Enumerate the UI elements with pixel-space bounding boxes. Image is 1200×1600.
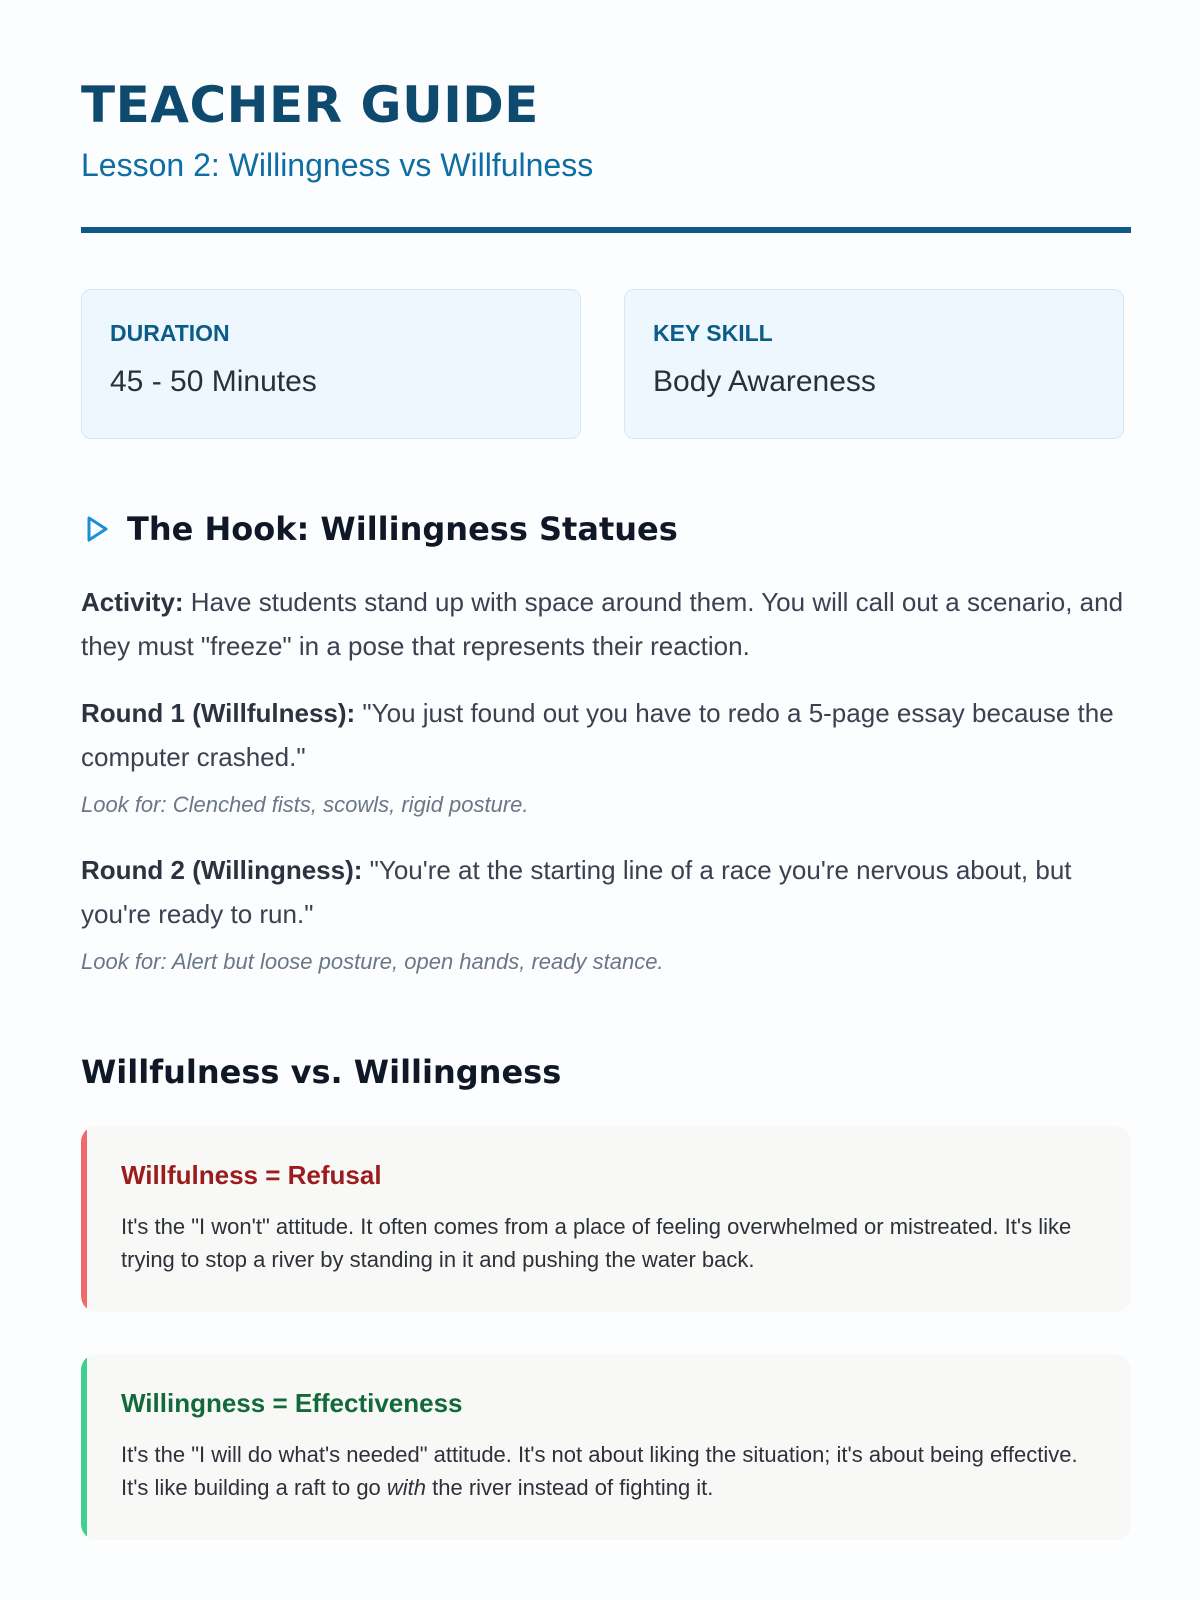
willingness-body-emphasis: with [386, 1475, 427, 1500]
activity-text: Have students stand up with space around them. You will call out a scenario, and they must "freeze" in a pose that represents their reaction. [81, 587, 1124, 661]
willfulness-card-body: It's the "I won't" attitude. It often comes from a place of feeling overwhelmed or mistreated. It's like trying to stop a river by standing in it and pushing the water back. [121, 1214, 1072, 1272]
willingness-card-title: Willingness = Effectiveness [121, 1388, 463, 1418]
round-2-paragraph [81, 848, 1131, 936]
round-1-hint: Look for: Clenched fists, scowls, rigid posture. [81, 792, 529, 817]
activity-label: Activity: [81, 587, 184, 617]
duration-card [81, 289, 581, 439]
key-skill-card [624, 289, 1124, 439]
comparison-heading: Willfulness vs. Willingness [81, 1053, 562, 1091]
willingness-body-after: the river instead of fighting it. [426, 1475, 714, 1500]
title-divider [81, 227, 1131, 233]
round-1-paragraph [81, 691, 1131, 779]
play-icon [81, 514, 111, 544]
round-1-text: "You just found out you have to redo a 5-page essay because the computer crashed." [81, 698, 1114, 772]
hook-heading-text: The Hook: Willingness Statues [127, 510, 678, 548]
activity-paragraph [81, 580, 1131, 668]
page-title: TEACHER GUIDE [81, 76, 539, 134]
duration-label: DURATION [110, 320, 230, 346]
key-skill-value: Body Awareness [653, 365, 876, 398]
round-2-hint: Look for: Alert but loose posture, open hands, ready stance. [81, 949, 664, 974]
key-skill-label: KEY SKILL [653, 320, 773, 346]
hook-section-heading [81, 510, 678, 548]
duration-value: 45 - 50 Minutes [110, 365, 317, 398]
round-1-label: Round 1 (Willfulness): [81, 698, 356, 728]
round-2-text: "You're at the starting line of a race you're nervous about, but you're ready to run." [81, 855, 1072, 929]
willingness-card-body [121, 1438, 1091, 1504]
round-2-label: Round 2 (Willingness): [81, 855, 363, 885]
willingness-card [81, 1354, 1131, 1540]
willfulness-card [81, 1126, 1131, 1312]
willingness-body-before: It's the "I will do what's needed" attitude. It's not about liking the situation; it's about being effective. It's like building a raft to go [121, 1442, 1078, 1500]
willfulness-card-title: Willfulness = Refusal [121, 1160, 382, 1190]
lesson-subtitle: Lesson 2: Willingness vs Willfulness [81, 147, 594, 183]
